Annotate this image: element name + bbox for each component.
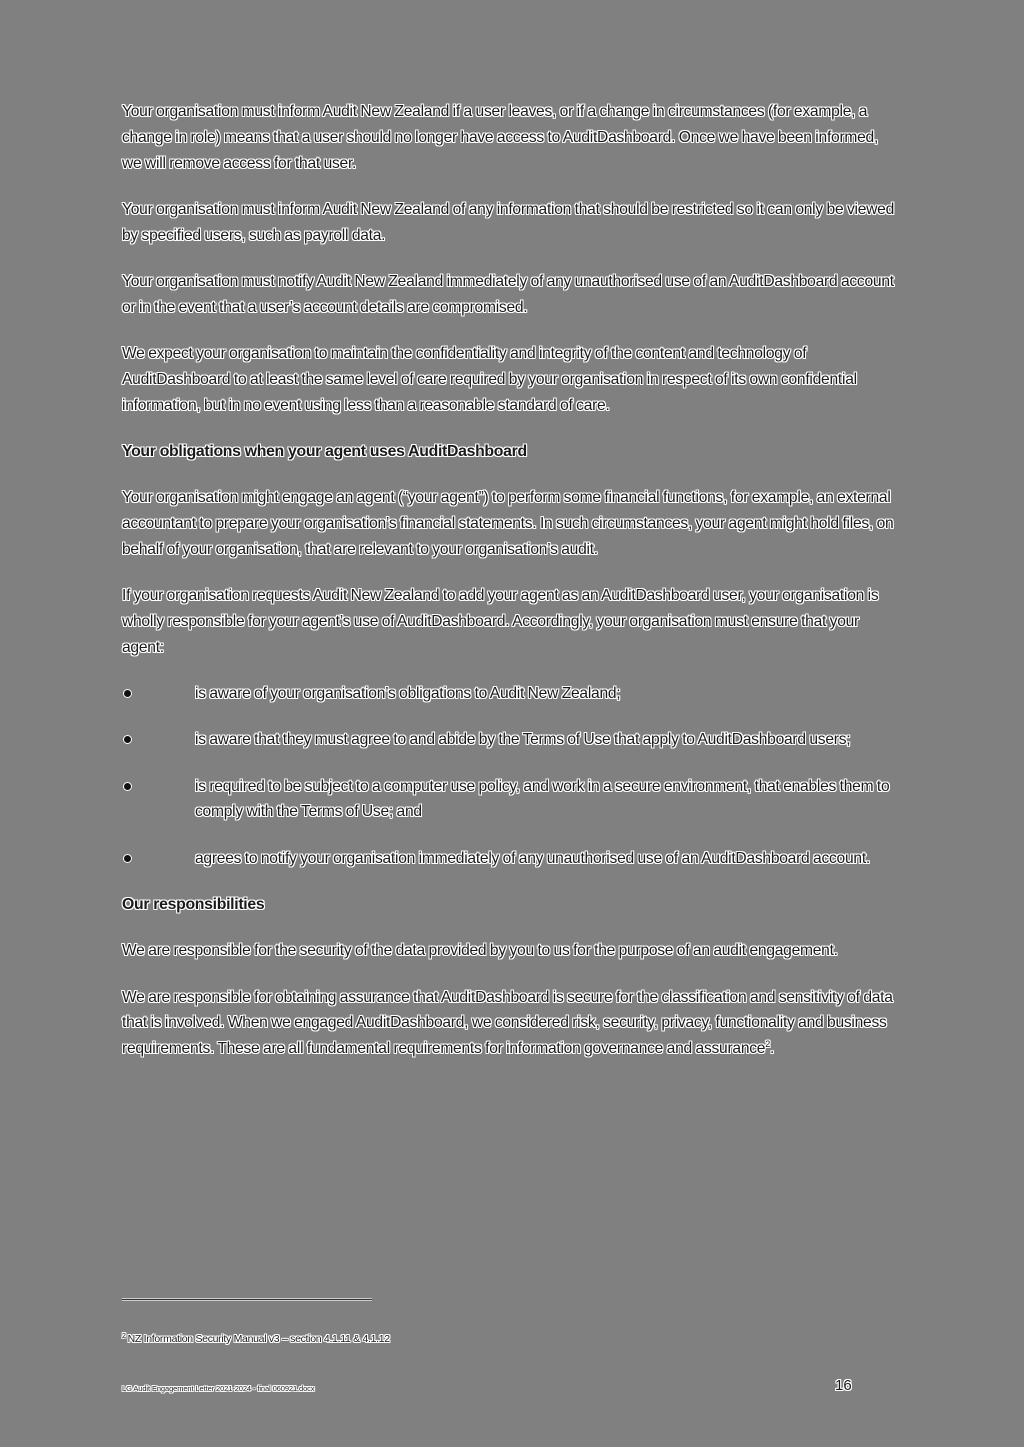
list-item: [122, 727, 897, 753]
document-body: [122, 99, 897, 1083]
footnote-text: NZ Information Security Manual v3 – section 4.1.11 & 4.1.12: [127, 1333, 390, 1345]
paragraph-confidentiality: We expect your organisation to maintain the confidentiality and integrity of the content and technology of AuditDashboard to at least the same level of care required by your organisation in respect of its own confidential information, but in no event using less than a reasonable standard of care.: [122, 345, 857, 414]
bullet-icon: [124, 736, 131, 743]
bullet-icon: [124, 690, 131, 697]
footnote-separator: [122, 1299, 372, 1300]
paragraph-agent-responsibility: If your organisation requests Audit New Zealand to add your agent as an AuditDashboard user, your organisation is wholly responsible for your agent’s use of AuditDashboard. Accordingly, your organisation must ensure that your agent:: [122, 587, 879, 656]
paragraph-assurance-end: .: [770, 1040, 775, 1058]
paragraph-agent-engagement: Your organisation might engage an agent (“your agent”) to perform some financial functions, for example, an external accountant to prepare your organisation’s financial statements. In such circumstances, your agent might hold files, on behalf of your organisation, that are relevant to your organisation’s audit.: [122, 489, 894, 558]
paragraph-data-security: We are responsible for the security of the data provided by you to us for the purpose of an audit engagement.: [122, 942, 838, 960]
paragraph-restricted-info: Your organisation must inform Audit New Zealand of any information that should be restricted so it can only be viewed by specified users, such as payroll data.: [122, 200, 894, 244]
paragraph-user-leaves: Your organisation must inform Audit New Zealand if a user leaves, or if a change in circumstances (for example, a change in role) means that a user should no longer have access to AuditDashboard. Once we have been informed, we will remove access for that user.: [122, 103, 879, 172]
heading-agent-obligations: Your obligations when your agent uses AuditDashboard: [122, 442, 527, 460]
heading-our-responsibilities: Our responsibilities: [122, 896, 265, 914]
agent-requirements-list: [122, 681, 897, 871]
list-item: [122, 846, 897, 872]
page-number: 16: [835, 1377, 852, 1394]
footnote-reference[interactable]: 2: [765, 1039, 770, 1050]
paragraph-unauthorised-use: Your organisation must notify Audit New Zealand immediately of any unauthorised use of an AuditDashboard account or in the event that a user’s account details are compromised.: [122, 272, 894, 316]
list-item-text: is required to be subject to a computer use policy, and work in a secure environment, that enables them to comply with the Terms of Use; and: [195, 777, 890, 821]
footnote: [122, 1331, 390, 1347]
list-item-text: agrees to notify your organisation immediately of any unauthorised use of an AuditDashboard account.: [195, 849, 870, 867]
footer-filename: LG Audit Engagement Letter 2021-2024 - final 060921.docx: [122, 1384, 315, 1393]
list-item-text: is aware that they must agree to and abide by the Terms of Use that apply to AuditDashboard users;: [195, 731, 851, 749]
bullet-icon: [124, 855, 131, 862]
footnote-marker: 2: [122, 1333, 126, 1340]
paragraph-assurance: [122, 985, 897, 1062]
list-item: [122, 681, 897, 707]
list-item-text: is aware of your organisation’s obligations to Audit New Zealand;: [195, 685, 621, 703]
paragraph-assurance-text: We are responsible for obtaining assurance that AuditDashboard is secure for the classification and sensitivity of data that is involved. When we engaged AuditDashboard, we considered risk, security, privacy, functionality and business requirements. These are all fundamental requirements for information governance and assurance: [122, 988, 893, 1058]
bullet-icon: [124, 783, 131, 790]
list-item: [122, 774, 897, 826]
